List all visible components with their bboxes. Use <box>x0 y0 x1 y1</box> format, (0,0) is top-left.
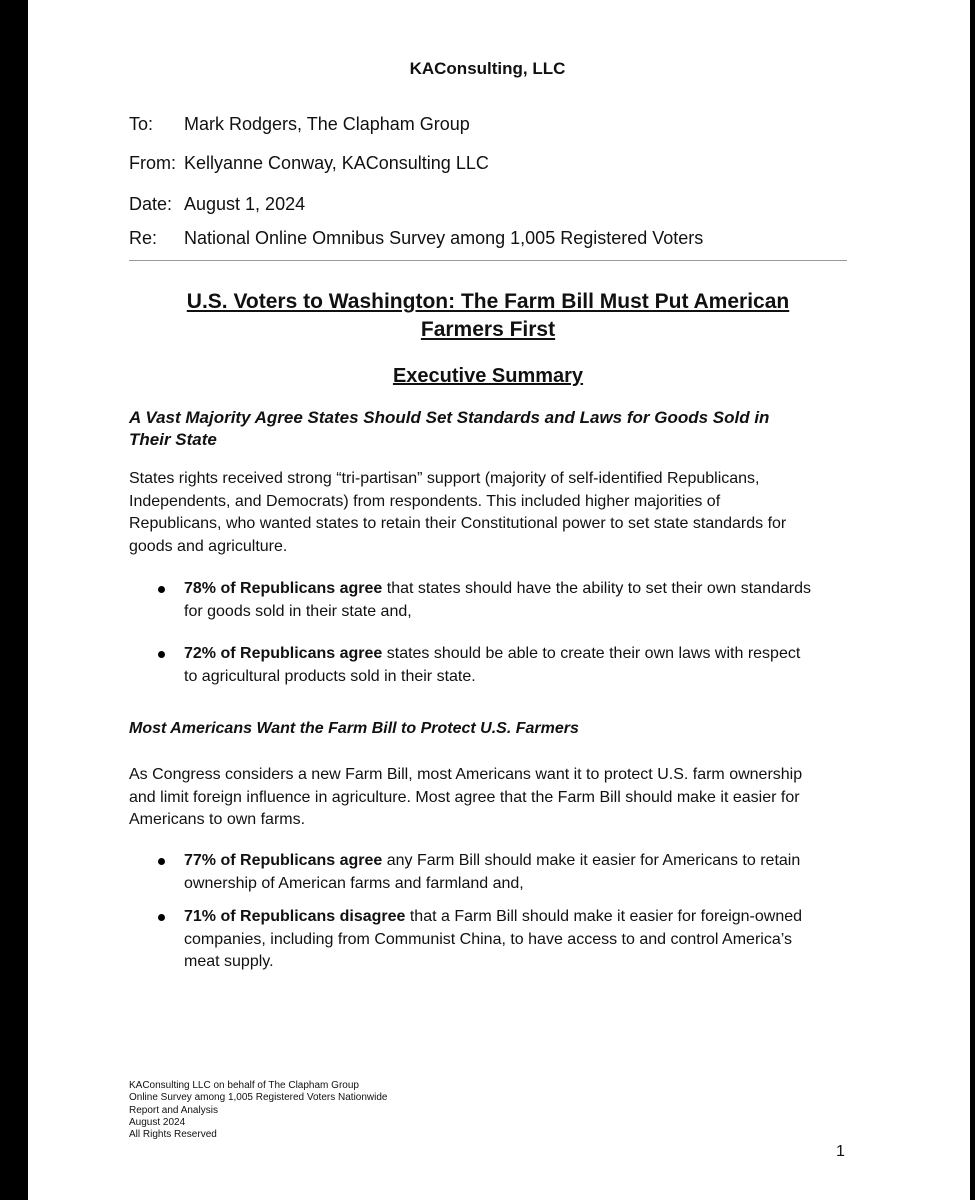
bullet-text-line: companies, including from Communist China, to have access to and control America’s <box>184 930 792 948</box>
bullet-text: that states should have the ability to set their own standards <box>382 580 811 597</box>
bullet-text: that a Farm Bill should make it easier for foreign-owned <box>405 908 803 925</box>
bullet-bold: 72% of Republicans agree <box>184 645 383 662</box>
memo-value: National Online Omnibus Survey among 1,005 Registered Voters <box>184 228 704 248</box>
bullet-text-line: to agricultural products sold in their state. <box>184 667 476 685</box>
bullet-text: any Farm Bill should make it easier for Americans to retain <box>382 852 801 869</box>
bullet-item <box>184 906 864 974</box>
document-page <box>28 0 970 1200</box>
section2-heading: Most Americans Want the Farm Bill to Protect U.S. Farmers <box>129 720 579 737</box>
memo-value: August 1, 2024 <box>184 194 306 214</box>
bullet-bold: 78% of Republicans agree <box>184 580 383 597</box>
section1-heading <box>129 407 849 451</box>
footer-line: All Rights Reserved <box>129 1129 217 1141</box>
memo-label: Re: <box>129 228 158 248</box>
memo-label: To: <box>129 114 154 134</box>
heading-line: A Vast Majority Agree States Should Set Standards and Laws for Goods Sold in <box>129 408 770 427</box>
bullet-item <box>184 578 864 623</box>
bullet-dot-icon <box>158 858 165 865</box>
page-number: 1 <box>836 1143 845 1160</box>
bullet-dot-icon <box>158 914 165 921</box>
bullet-text-line: ownership of American farms and farmland and, <box>184 874 524 892</box>
title-line: Farmers First <box>420 318 556 341</box>
heading-line: Their State <box>129 430 217 449</box>
company-header: KAConsulting, LLC <box>409 59 566 78</box>
bullet-dot-icon <box>158 586 165 593</box>
section2-paragraph <box>129 764 859 832</box>
memo-from <box>129 153 489 174</box>
page-footer <box>129 1080 387 1141</box>
paragraph-line: goods and agriculture. <box>129 537 288 555</box>
memo-label: From: <box>129 153 176 173</box>
footer-line: KAConsulting LLC on behalf of The Clapham Group <box>129 1080 359 1091</box>
paragraph-line: States rights received strong “tri-partisan” support (majority of self-identified Republicans, <box>129 470 760 487</box>
memo-to <box>129 114 470 135</box>
bullet-bold: 77% of Republicans agree <box>184 852 383 869</box>
bullet-item <box>184 643 864 688</box>
bullet-text-line: meat supply. <box>184 953 274 970</box>
footer-line: Report and Analysis <box>129 1104 218 1116</box>
section1-paragraph <box>129 468 859 558</box>
bullet-text: states should be able to create their own laws with respect <box>382 645 801 662</box>
bullet-item <box>184 850 864 895</box>
header-divider <box>129 260 847 261</box>
title-line: U.S. Voters to Washington: The Farm Bill Must Put American <box>186 290 790 313</box>
paragraph-line: Republicans, who wanted states to retain their Constitutional power to set state standards for <box>129 515 787 532</box>
paragraph-line: As Congress considers a new Farm Bill, most Americans want it to protect U.S. farm ownership <box>129 766 803 783</box>
memo-date <box>129 194 305 215</box>
memo-label: Date: <box>129 194 173 214</box>
memo-value: Mark Rodgers, The Clapham Group <box>184 114 470 134</box>
page-title <box>129 288 847 344</box>
paragraph-line: Americans to own farms. <box>129 811 306 828</box>
executive-summary-heading: Executive Summary <box>392 365 584 387</box>
bullet-bold: 71% of Republicans disagree <box>184 908 406 925</box>
memo-value: Kellyanne Conway, KAConsulting LLC <box>184 153 489 173</box>
bullet-text-line: for goods sold in their state and, <box>184 602 412 620</box>
bullet-dot-icon <box>158 651 165 658</box>
paragraph-line: Independents, and Democrats) from respondents. This included higher majorities of <box>129 492 721 510</box>
memo-re <box>129 228 703 249</box>
footer-line: Online Survey among 1,005 Registered Voters Nationwide <box>129 1092 388 1104</box>
footer-line: August 2024 <box>129 1116 186 1128</box>
paragraph-line: and limit foreign influence in agriculture. Most agree that the Farm Bill should make it easier for <box>129 788 800 806</box>
